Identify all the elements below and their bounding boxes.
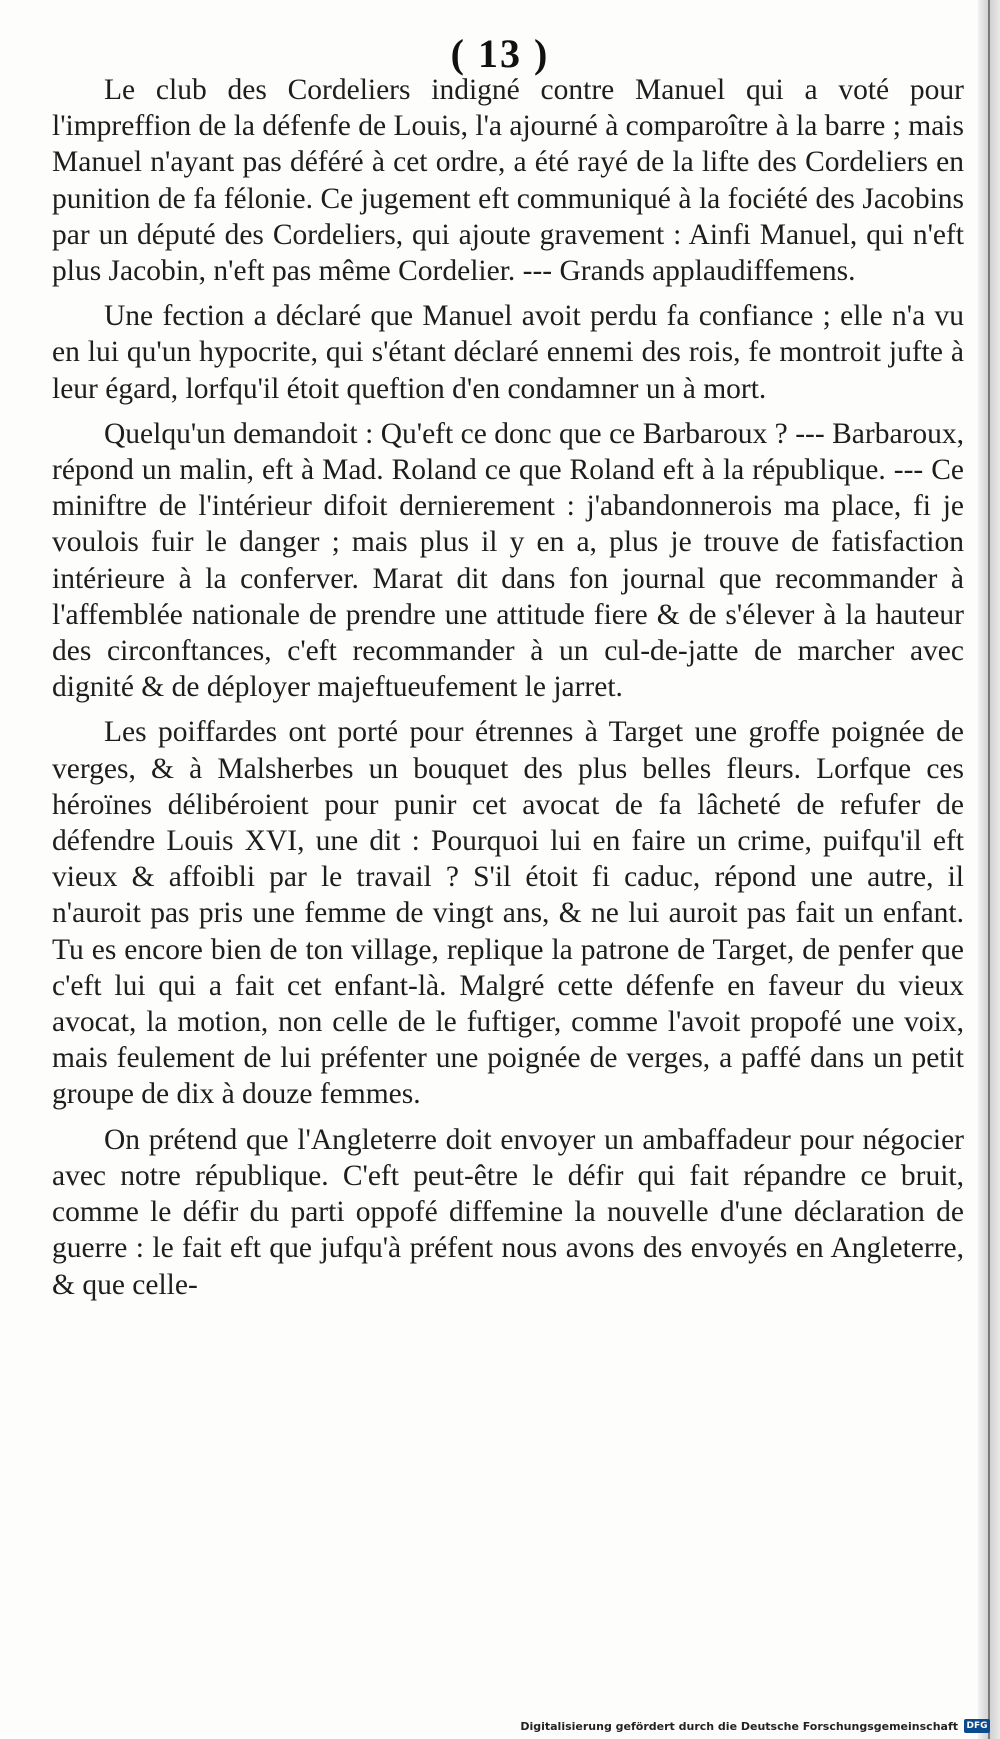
paragraph-poissardes: Les poiffardes ont porté pour étrennes à Target une groffe poignée de verges, & à Malsherbes un bouquet des plus belles fleurs. Lorfque ces héroïnes délibéroient pour punir cet avocat de fa lâcheté de refufer de défendre Louis XVI, une dit : Pourquoi lui en faire un crime, puifqu'il eft vieux & affoibli par le travail ? S'il étoit fi caduc, répond une autre, il n'auroit pas pris une femme de vingt ans, & ne lui auroit pas fait un enfant. Tu es encore bien de ton village, replique la patrone de Target, de penfer que c'eft lui qui a fait cet enfant-là. Malgré cette défenfe en faveur du vieux avocat, la motion, non celle de le fuftiger, comme l'avoit propofé une voix, mais feulement de lui préfenter une poignée de verges, a paffé dans un petit groupe de dix à douze femmes. (52, 716, 964, 1111)
paragraph-barbaroux: Quelqu'un demandoit : Qu'eft ce donc que ce Barbaroux ? --- Barbaroux, répond un malin, eft à Mad. Roland ce que Roland eft à la république. --- Ce miniftre de l'intérieur difoit dernierement : j'abandonnerois ma place, fi je voulois fuir le danger ; mais plus il y en a, plus je trouve de fatisfaction intérieure à la conferver. Marat dit dans fon journal que recommander à l'affemblée nationale de prendre une attitude fiere & de s'élever à la hauteur des circonftances, c'eft recommander à un cul-de-jatte de marcher avec dignité & de déployer majeftueufement le jarret. (52, 417, 964, 704)
paragraph-cordeliers: Le club des Cordeliers indigné contre Manuel qui a voté pour l'impreffion de la défenfe de Louis, l'a ajourné à comparoître à la barre ; mais Manuel n'ayant pas déféré à cet ordre, a été rayé de la lifte des Cordeliers en punition de fa félonie. Ce jugement eft communiqué à la fociété des Jacobins par un député des Cordeliers, qui ajoute gravement : Ainfi Manuel, qui n'eft plus Jacobin, n'eft pas même Cordelier. --- Grands applaudiffemens. (52, 74, 964, 288)
dfg-logo-icon: DFG (964, 1719, 990, 1733)
binding-edge (978, 0, 1000, 1739)
paragraph-section: Une fection a déclaré que Manuel avoit perdu fa confiance ; elle n'a vu en lui qu'un hypocrite, qui s'étant déclaré ennemi des rois, fe montroit jufte à leur égard, lorfqu'il étoit queftion d'en condamner un à mort. (52, 300, 964, 405)
page-number: ( 13 ) (450, 31, 550, 76)
footer-credit-text: Digitalisierung gefördert durch die Deutsche Forschungsgemeinschaft (520, 1719, 958, 1733)
body-text (52, 72, 964, 1303)
paragraph-angleterre: On prétend que l'Angleterre doit envoyer un ambaffadeur pour négocier avec notre république. C'eft peut-être le défir qui fait répandre ce bruit, comme le défir du parti oppofé diffemine la nouvelle d'une déclaration de guerre : le fait eft que jufqu'à préfent nous avons des envoyés en Angleterre, & que celle- (52, 1123, 964, 1301)
digitization-footer (520, 1719, 990, 1733)
